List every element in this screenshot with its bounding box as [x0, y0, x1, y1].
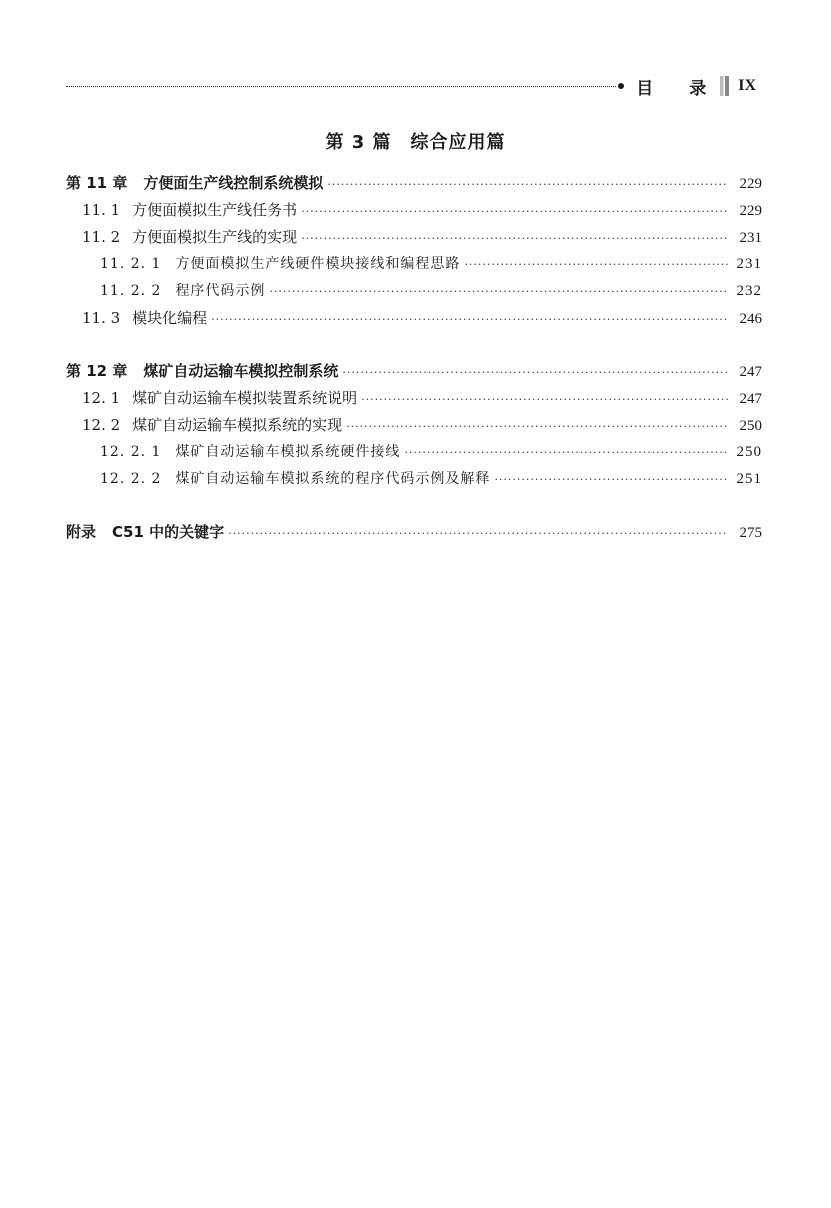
toc-page: 231 [736, 256, 762, 272]
toc-number: 11. 1 [82, 201, 121, 219]
toc-section-12-1[interactable] [66, 385, 762, 412]
toc-page: 251 [736, 471, 762, 487]
toc-title: 煤矿自动运输车模拟装置系统说明 [132, 389, 358, 407]
toc-title: 模块化编程 [132, 309, 208, 327]
toc-leader [301, 198, 728, 225]
toc-page: 229 [739, 203, 762, 219]
header-bar-ornament [720, 76, 729, 96]
toc-section-12-2[interactable] [66, 412, 762, 439]
toc-leader [269, 278, 728, 305]
toc-leader [361, 386, 728, 413]
toc-leader [346, 413, 728, 440]
toc-title: 煤矿自动运输车模拟系统的实现 [132, 416, 343, 434]
toc-number: 11. 2. 2 [100, 283, 162, 299]
toc-number: 12. 2. 1 [100, 444, 162, 460]
toc-appendix[interactable] [66, 519, 762, 546]
toc-leader [494, 466, 728, 493]
toc-leader [327, 171, 728, 198]
toc-number: 11. 3 [82, 309, 121, 327]
part-title: 第 3 篇 综合应用篇 [325, 132, 506, 153]
table-of-contents [66, 170, 762, 546]
toc-title: 方便面模拟生产线任务书 [132, 201, 298, 219]
toc-page: 229 [739, 176, 762, 192]
toc-page: 250 [739, 418, 762, 434]
toc-title: 程序代码示例 [175, 283, 266, 299]
toc-title: 煤矿自动运输车模拟系统的程序代码示例及解释 [175, 471, 491, 487]
toc-number: 第 11 章 [66, 174, 128, 192]
toc-leader [228, 520, 728, 547]
toc-page: 247 [739, 391, 762, 407]
toc-number: 11. 2 [82, 228, 121, 246]
toc-subsection-12-2-2[interactable] [66, 466, 762, 493]
header-title-char-1: 目 [636, 78, 654, 99]
running-header [66, 74, 756, 98]
toc-section-11-2[interactable] [66, 224, 762, 251]
toc-title: 方便面模拟生产线硬件模块接线和编程思路 [175, 256, 461, 272]
header-dotted-rule [66, 86, 616, 87]
toc-chapter-12[interactable] [66, 358, 762, 385]
toc-number: 12. 2 [82, 416, 121, 434]
toc-number: 11. 2. 1 [100, 256, 162, 272]
toc-page: 250 [736, 444, 762, 460]
toc-number: 第 12 章 [66, 362, 128, 380]
toc-page: 246 [739, 311, 762, 327]
toc-number: 12. 1 [82, 389, 121, 407]
toc-chapter-11[interactable] [66, 170, 762, 197]
toc-title: 方便面生产线控制系统模拟 [143, 174, 324, 192]
header-page-number: IX [738, 77, 756, 94]
toc-section-11-1[interactable] [66, 197, 762, 224]
toc-leader [464, 251, 728, 278]
header-bullet [618, 83, 624, 89]
toc-subsection-11-2-1[interactable] [66, 251, 762, 278]
toc-leader [301, 225, 728, 252]
toc-leader [342, 359, 728, 386]
toc-leader [211, 306, 728, 333]
toc-number: 附录 [66, 523, 97, 541]
toc-leader [404, 439, 728, 466]
toc-subsection-12-2-1[interactable] [66, 439, 762, 466]
header-title-char-2: 录 [689, 78, 707, 99]
toc-title: C51 中的关键字 [112, 523, 225, 541]
toc-number: 12. 2. 2 [100, 471, 162, 487]
toc-section-11-3[interactable] [66, 305, 762, 332]
toc-title: 方便面模拟生产线的实现 [132, 228, 298, 246]
toc-title: 煤矿自动运输车模拟控制系统 [143, 362, 339, 380]
toc-title: 煤矿自动运输车模拟系统硬件接线 [175, 444, 401, 460]
toc-page: 275 [739, 525, 762, 541]
toc-page: 231 [739, 230, 762, 246]
toc-subsection-11-2-2[interactable] [66, 278, 762, 305]
toc-page: 232 [736, 283, 762, 299]
toc-page: 247 [739, 364, 762, 380]
